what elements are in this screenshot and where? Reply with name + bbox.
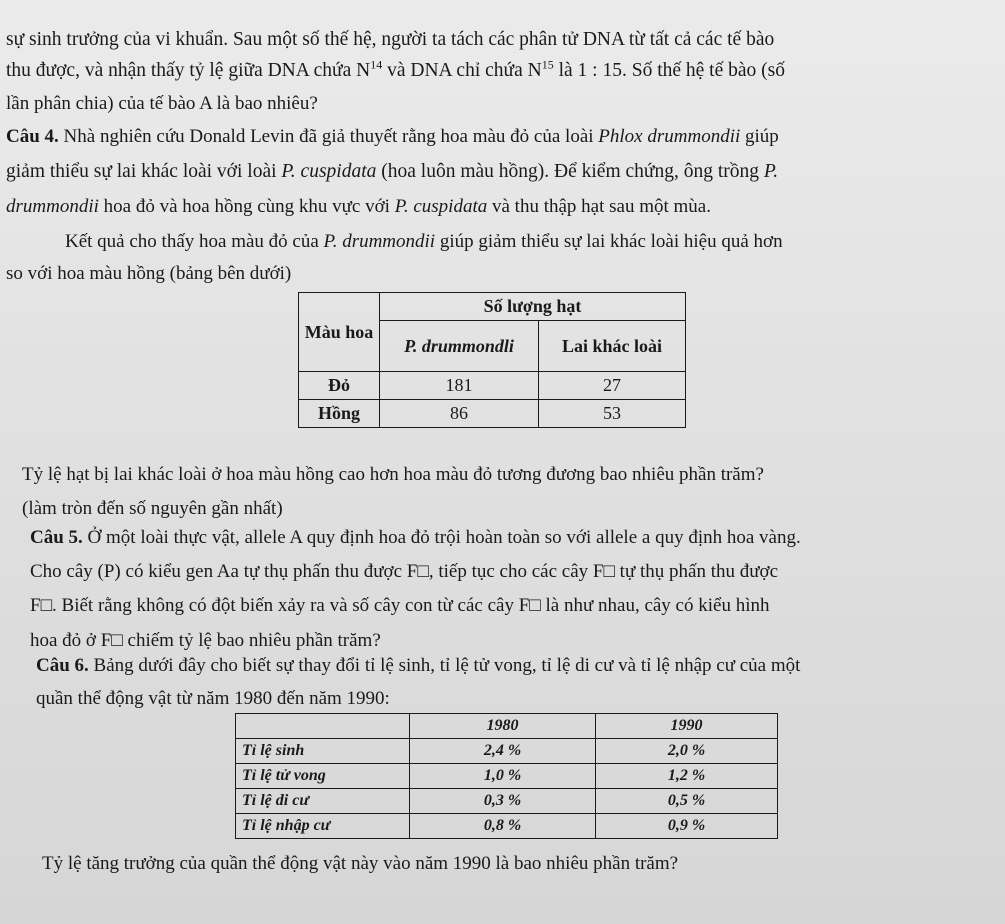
text: Tỷ lệ hạt bị lai khác loài ở hoa màu hồng cao hơn hoa màu đỏ tương đương bao nhiêu phần trăm?: [22, 464, 764, 485]
question-4-note: [22, 497, 283, 521]
table-cell: Hồng: [299, 400, 380, 428]
table-cell: 2,4 %: [410, 739, 596, 764]
table-header-cell: 1980: [410, 714, 596, 739]
text: và thu thập hạt sau một mùa.: [487, 196, 711, 217]
text: F□. Biết rằng không có đột biến xảy ra và số cây con từ các cây F□ là như nhau, cây có kiểu hình: [30, 595, 770, 616]
text: Phlox drummondii: [598, 126, 741, 147]
text: (làm tròn đến số nguyên gần nhất): [22, 498, 283, 519]
text: Ở một loài thực vật, allele A quy định hoa đỏ trội hoàn toàn so với allele a quy định hoa vàng.: [82, 527, 801, 548]
question-5-line-3: [30, 594, 769, 618]
question-label: Câu 6.: [36, 655, 89, 676]
table-cell: 0,9 %: [596, 814, 778, 839]
superscript: 14: [370, 57, 383, 72]
table-cell: 0,5 %: [596, 789, 778, 814]
table-header-cell: Màu hoa: [299, 293, 380, 372]
table-cell: 86: [380, 400, 539, 428]
text: hoa đỏ và hoa hồng cùng khu vực với: [98, 196, 395, 217]
table-cell: 53: [539, 400, 686, 428]
question-5-line-4: [30, 629, 381, 653]
table-row: [236, 739, 778, 764]
table-cell: 1,0 %: [410, 764, 596, 789]
text: giảm thiểu sự lai khác loài với loài: [6, 161, 282, 182]
table-header-cell: 1990: [596, 714, 778, 739]
text: Tỷ lệ tăng trưởng của quần thể động vật này vào năm 1990 là bao nhiêu phần trăm?: [42, 853, 679, 874]
text: quần thể động vật từ năm 1980 đến năm 1990:: [36, 688, 390, 709]
table-cell: 2,0 %: [596, 739, 778, 764]
text: Cho cây (P) có kiểu gen Aa tự thụ phấn thu được F□, tiếp tục cho các cây F□ tự thụ phấn thu được: [30, 561, 779, 582]
question-label: Câu 5.: [30, 527, 83, 548]
text: lần phân chia) của tế bào A là bao nhiêu?: [6, 93, 318, 114]
text: P. drummondii: [323, 231, 436, 252]
text-line: [6, 92, 318, 116]
table-cell: Tỉ lệ sinh: [236, 739, 410, 764]
text: Nhà nghiên cứu Donald Levin đã giả thuyết rằng hoa màu đỏ của loài: [58, 126, 599, 147]
text: so với hoa màu hồng (bảng bên dưới): [6, 263, 292, 284]
text: và DNA chỉ chứa N: [382, 60, 542, 81]
text: (hoa luôn màu hồng). Để kiểm chứng, ông trồng: [376, 161, 764, 182]
text: hoa đỏ ở F□ chiếm tỷ lệ bao nhiêu phần trăm?: [30, 630, 381, 651]
table-header-cell: Số lượng hạt: [380, 293, 686, 321]
population-rates-table: [235, 713, 778, 839]
question-4-line-1: [6, 125, 779, 149]
question-4-line-3: [6, 195, 711, 219]
question-6-prompt: [42, 852, 678, 876]
text-line: [6, 28, 774, 52]
question-6-line-2: [36, 687, 390, 711]
superscript: 15: [541, 57, 554, 72]
table-cell: 1,2 %: [596, 764, 778, 789]
table-cell: Tỉ lệ tử vong: [236, 764, 410, 789]
table-cell: 0,8 %: [410, 814, 596, 839]
table-cell: 181: [380, 372, 539, 400]
table-cell: Đỏ: [299, 372, 380, 400]
table-header-cell: [236, 714, 410, 739]
text: giúp giảm thiểu sự lai khác loài hiệu quả hơn: [435, 231, 783, 252]
question-4-line-4: [65, 230, 783, 254]
text: drummondii: [6, 196, 99, 217]
table-row: [236, 789, 778, 814]
table-cell: Tỉ lệ nhập cư: [236, 814, 410, 839]
text: P. cuspidata: [281, 161, 377, 182]
question-4-line-2: [6, 160, 778, 184]
table-cell: 27: [539, 372, 686, 400]
table-header-cell: P. drummondli: [380, 321, 539, 372]
table-row: [299, 372, 686, 400]
text: Kết quả cho thấy hoa màu đỏ của: [65, 231, 324, 252]
question-5-line-2: [30, 560, 778, 584]
question-5-line-1: [30, 526, 801, 550]
table-cell: Tỉ lệ di cư: [236, 789, 410, 814]
text-line: [6, 59, 785, 83]
question-4-line-5: [6, 262, 291, 286]
text: giúp: [740, 126, 779, 147]
text: là 1 : 15. Số thế hệ tế bào (số: [553, 60, 785, 81]
text: sự sinh trưởng của vi khuẩn. Sau một số thế hệ, người ta tách các phân tử DNA từ tất cả các tế bào: [6, 29, 775, 50]
table-row: [236, 764, 778, 789]
text: P. cuspidata: [394, 196, 488, 217]
table-row: [236, 814, 778, 839]
text: thu được, và nhận thấy tỷ lệ giữa DNA chứa N: [6, 60, 371, 81]
question-4-prompt: [22, 463, 764, 487]
text: Bảng dưới đây cho biết sự thay đổi tỉ lệ sinh, tỉ lệ tử vong, tỉ lệ di cư và tỉ lệ nhập cư của một: [88, 655, 801, 676]
table-header-cell: Lai khác loài: [539, 321, 686, 372]
text: P.: [763, 161, 779, 182]
question-6-line-1: [36, 654, 800, 678]
seed-count-table: [298, 292, 686, 428]
table-cell: 0,3 %: [410, 789, 596, 814]
question-label: Câu 4.: [6, 126, 59, 147]
table-row: [299, 400, 686, 428]
